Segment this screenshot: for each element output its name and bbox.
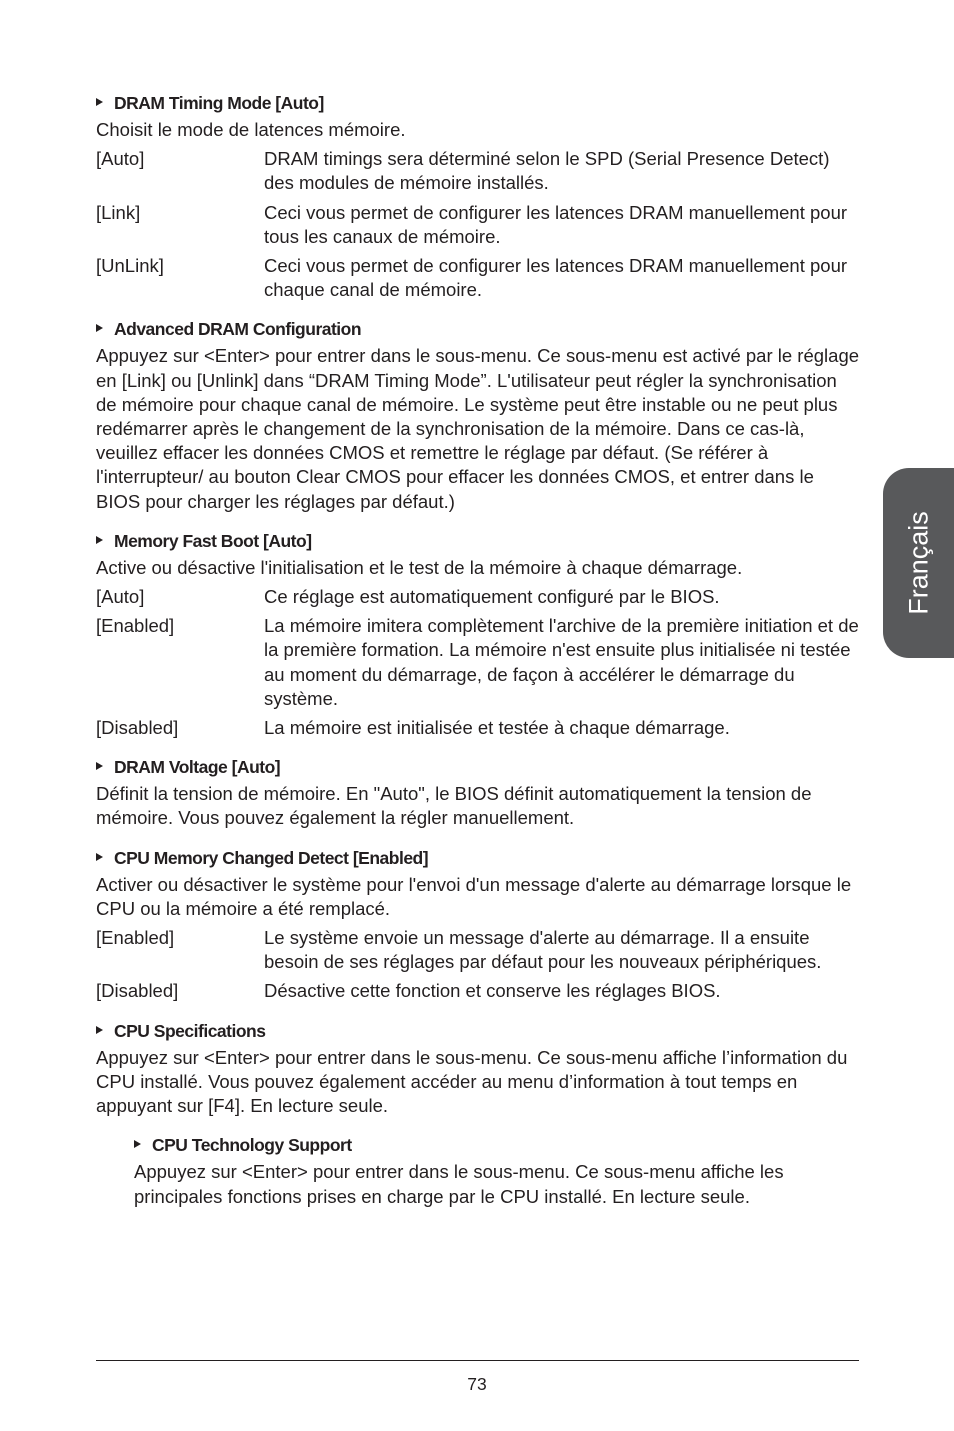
option-description: DRAM timings sera déterminé selon le SPD (Serial Presence Detect) des modules de mémoire installés. bbox=[264, 148, 830, 194]
section bbox=[96, 528, 862, 740]
section-heading bbox=[96, 528, 862, 554]
option-row bbox=[96, 201, 862, 249]
option-key: [Link] bbox=[96, 201, 141, 223]
section-heading bbox=[96, 90, 862, 116]
section bbox=[96, 754, 862, 830]
option-row bbox=[96, 716, 862, 740]
option-key: [Auto] bbox=[96, 148, 145, 170]
section bbox=[96, 316, 862, 513]
option-description: Le système envoie un message d'alerte au démarrage. Il a ensuite besoin de ses réglages par défaut pour les nouveaux périphériques. bbox=[264, 927, 822, 973]
option-list bbox=[96, 585, 862, 740]
triangle-bullet-icon bbox=[96, 762, 103, 770]
section bbox=[134, 1132, 862, 1208]
triangle-bullet-icon bbox=[96, 536, 103, 544]
option-key: [Enabled] bbox=[96, 615, 175, 637]
triangle-bullet-icon bbox=[96, 1026, 103, 1034]
section bbox=[96, 90, 862, 302]
triangle-bullet-icon bbox=[96, 324, 103, 332]
section-paragraph: Activer ou désactiver le système pour l'envoi d'un message d'alerte au démarrage lorsque le CPU ou la mémoire a été remplacé. bbox=[96, 873, 852, 919]
section-heading-text: CPU Specifications bbox=[114, 1020, 266, 1041]
option-list bbox=[96, 926, 862, 1004]
section-paragraph: Choisit le mode de latences mémoire. bbox=[96, 119, 406, 140]
option-row bbox=[96, 926, 862, 974]
triangle-bullet-icon bbox=[96, 853, 103, 861]
option-key: [Enabled] bbox=[96, 927, 175, 949]
option-list bbox=[96, 147, 862, 302]
option-description: Désactive cette fonction et conserve les réglages BIOS. bbox=[264, 980, 721, 1002]
section bbox=[96, 1018, 862, 1119]
option-row bbox=[96, 585, 862, 609]
section-paragraph: Appuyez sur <Enter> pour entrer dans le sous-menu. Ce sous-menu est activé par le réglage en [Link] ou [Unlink] dans “DRAM Timing Mode”. L'utilisateur peut régler la synchronisation de mémoire pour chaque canal de mémoire. Le système peut être instable ou ne peut plus redémarrer après le changement de la synchronisation de la mémoire. Dans ce cas-là, veuillez effacer les données CMOS et remettre le réglage par défaut. (Se référer à l'interrupteur/ au bouton Clear CMOS pour effacer les données CMOS, et entrer dans le BIOS pour charger les réglages par défaut.) bbox=[96, 345, 860, 512]
option-key: [Disabled] bbox=[96, 717, 179, 739]
section-heading bbox=[96, 754, 862, 780]
option-key: [Disabled] bbox=[96, 980, 179, 1002]
section-paragraph: Définit la tension de mémoire. En "Auto", le BIOS définit automatiquement la tension de mémoire. Vous pouvez également la régler manuellement. bbox=[96, 783, 812, 829]
section-heading-text: Memory Fast Boot [Auto] bbox=[114, 530, 312, 551]
option-description: Ceci vous permet de configurer les latences DRAM manuellement pour tous les canaux de mémoire. bbox=[264, 201, 848, 247]
section-paragraph: Active ou désactive l'initialisation et le test de la mémoire à chaque démarrage. bbox=[96, 556, 743, 578]
section-heading bbox=[96, 1018, 862, 1044]
section-paragraph: Appuyez sur <Enter> pour entrer dans le sous-menu. Ce sous-menu affiche l’information du CPU installé. Vous pouvez également accéder au menu d’information à tout temps en appuyant sur [F4]. En lecture seule. bbox=[96, 1046, 848, 1117]
option-description: La mémoire imitera complètement l'archive de la première initiation et de la première formation. La mémoire n'est ensuite plus initialisée ni testée au moment du démarrage, de façon à accélérer le démarrage du système. bbox=[264, 615, 859, 709]
page-number: 73 bbox=[467, 1374, 487, 1394]
section-heading bbox=[96, 316, 862, 342]
option-row bbox=[96, 254, 862, 302]
section-heading bbox=[96, 845, 862, 871]
option-row bbox=[96, 147, 862, 195]
triangle-bullet-icon bbox=[96, 98, 103, 106]
document-body bbox=[96, 90, 862, 1223]
language-side-tab-label: Français bbox=[903, 511, 933, 615]
section-heading-text: DRAM Voltage [Auto] bbox=[114, 757, 281, 778]
option-key: [Auto] bbox=[96, 586, 145, 608]
section-heading-text: DRAM Timing Mode [Auto] bbox=[114, 93, 324, 113]
triangle-bullet-icon bbox=[134, 1140, 141, 1148]
option-row bbox=[96, 979, 862, 1003]
option-description: Ceci vous permet de configurer les latences DRAM manuellement pour chaque canal de mémoire. bbox=[264, 255, 848, 301]
section-heading-text: Advanced DRAM Configuration bbox=[114, 319, 362, 340]
section-heading-text: CPU Memory Changed Detect [Enabled] bbox=[114, 847, 429, 868]
option-row bbox=[96, 614, 862, 711]
language-side-tab bbox=[883, 468, 954, 658]
section-heading-text: CPU Technology Support bbox=[152, 1135, 352, 1156]
option-key: [UnLink] bbox=[96, 255, 164, 277]
section-paragraph: Appuyez sur <Enter> pour entrer dans le sous-menu. Ce sous-menu affiche les principales fonctions prises en charge par le CPU installé. En lecture seule. bbox=[134, 1161, 784, 1207]
footer-rule bbox=[96, 1360, 859, 1361]
section bbox=[96, 845, 862, 1004]
option-description: La mémoire est initialisée et testée à chaque démarrage. bbox=[264, 717, 730, 739]
option-description: Ce réglage est automatiquement configuré par le BIOS. bbox=[264, 586, 720, 608]
section-heading bbox=[134, 1132, 862, 1158]
